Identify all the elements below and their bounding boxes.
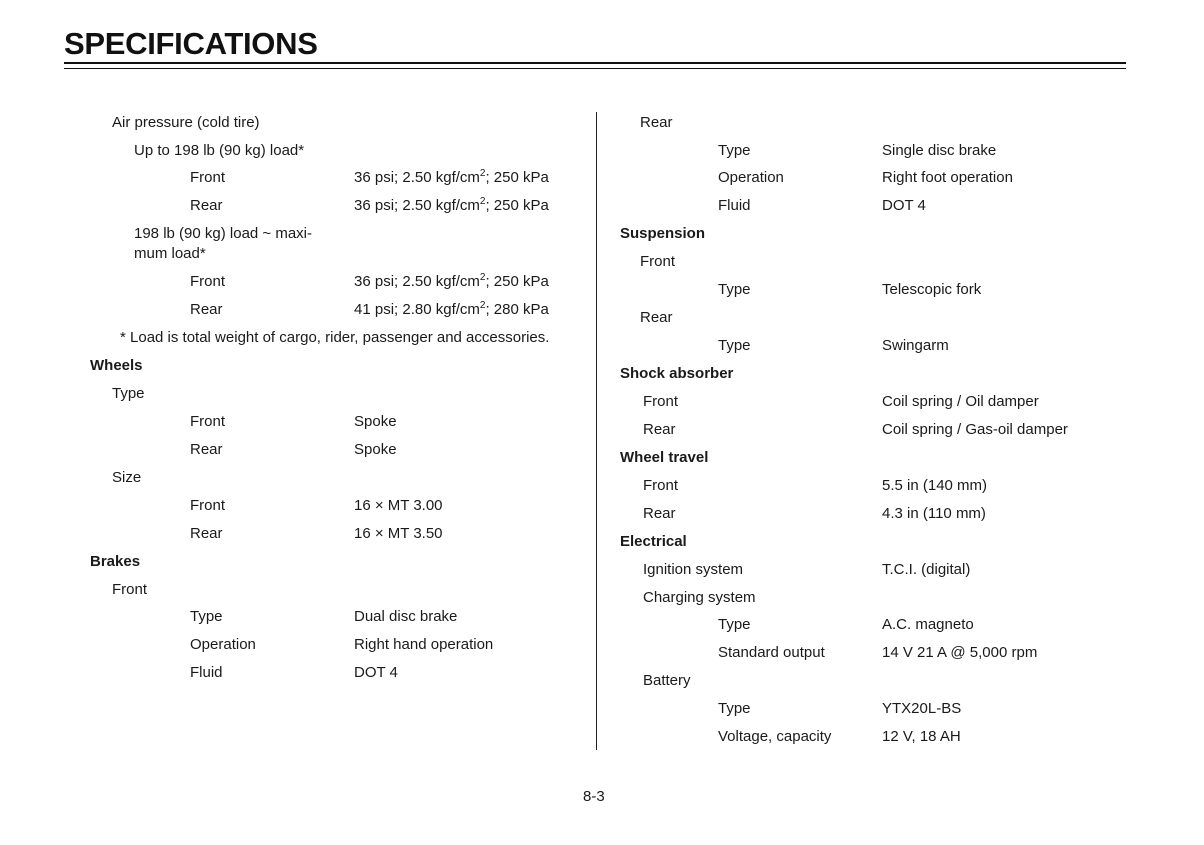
group1-front-label: Front — [190, 169, 226, 186]
header-rule-thick — [64, 62, 1126, 64]
wheels-type-rear-value: Spoke — [354, 441, 397, 458]
charging-type-label: Type — [718, 616, 751, 633]
wheels-size-rear-label: Rear — [190, 525, 223, 542]
wheel-travel-heading: Wheel travel — [620, 449, 709, 466]
page-title: SPECIFICATIONS — [64, 26, 318, 61]
page-number: 8-3 — [583, 788, 605, 805]
brakes-rear-fluid-label: Fluid — [718, 197, 751, 214]
brakes-rear-operation-label: Operation — [718, 169, 784, 186]
suspension-front-label: Front — [640, 253, 676, 270]
wheel-travel-front-label: Front — [643, 477, 679, 494]
brakes-heading: Brakes — [90, 553, 141, 570]
suspension-rear-type-value: Swingarm — [882, 337, 949, 354]
group2-front-label: Front — [190, 273, 226, 290]
brakes-rear-operation-value: Right foot operation — [882, 169, 1013, 186]
shock-rear-label: Rear — [643, 421, 676, 438]
wheels-type-rear-label: Rear — [190, 441, 223, 458]
brakes-rear-type-label: Type — [718, 142, 751, 159]
charging-system-label: Charging system — [643, 589, 756, 606]
brakes-front-operation-value: Right hand operation — [354, 636, 494, 653]
battery-label: Battery — [643, 672, 691, 689]
group2-rear-label: Rear — [190, 301, 223, 318]
group1-rear-label: Rear — [190, 197, 223, 214]
brakes-front-fluid-value: DOT 4 — [354, 664, 398, 681]
shock-front-value: Coil spring / Oil damper — [882, 393, 1039, 410]
load-note: * Load is total weight of cargo, rider, passenger and accessories. — [120, 329, 550, 346]
brakes-front-type-value: Dual disc brake — [354, 608, 458, 625]
air-pressure-heading: Air pressure (cold tire) — [112, 114, 260, 131]
voltage-capacity-value: 12 V, 18 AH — [882, 728, 961, 745]
ignition-system-label: Ignition system — [643, 561, 744, 578]
shock-absorber-heading: Shock absorber — [620, 365, 734, 382]
voltage-capacity-label: Voltage, capacity — [718, 728, 832, 745]
charging-type-value: A.C. magneto — [882, 616, 974, 633]
wheels-size-label: Size — [112, 469, 142, 486]
wheels-type-front-label: Front — [190, 413, 226, 430]
suspension-front-type-label: Type — [718, 281, 751, 298]
wheel-travel-rear-value: 4.3 in (110 mm) — [882, 505, 986, 522]
brakes-rear-fluid-value: DOT 4 — [882, 197, 926, 214]
suspension-rear-label: Rear — [640, 309, 673, 326]
suspension-front-type-value: Telescopic fork — [882, 281, 982, 298]
wheels-heading: Wheels — [90, 357, 143, 374]
group2-front-value: 36 psi; 2.50 kgf/$cm^2$; 250 kPa — [354, 272, 549, 290]
wheel-travel-rear-label: Rear — [643, 505, 676, 522]
brakes-front-label: Front — [112, 581, 148, 598]
group2-rear-value: 41 psi; 2.80 kgf/$cm^2$; 280 kPa — [354, 300, 549, 318]
shock-rear-value: Coil spring / Gas-oil damper — [882, 421, 1068, 438]
load-group1-label: Up to 198 lb (90 kg) load* — [134, 142, 305, 159]
battery-type-label: Type — [718, 700, 751, 717]
wheels-type-front-value: Spoke — [354, 413, 397, 430]
shock-front-label: Front — [643, 393, 679, 410]
brakes-front-operation-label: Operation — [190, 636, 256, 653]
brakes-front-type-label: Type — [190, 608, 223, 625]
wheels-size-front-label: Front — [190, 497, 226, 514]
column-divider — [596, 112, 597, 750]
battery-type-value: YTX20L-BS — [882, 700, 962, 717]
wheels-size-rear-value: 16 × MT 3.50 — [354, 525, 443, 542]
group1-rear-value: 36 psi; 2.50 kgf/$cm^2$; 250 kPa — [354, 196, 549, 214]
wheels-size-front-value: 16 × MT 3.00 — [354, 497, 443, 514]
standard-output-value: 14 V 21 A @ 5,000 rpm — [882, 644, 1038, 661]
group1-front-value: 36 psi; 2.50 kgf/$cm^2$; 250 kPa — [354, 168, 549, 186]
electrical-heading: Electrical — [620, 533, 687, 550]
standard-output-label: Standard output — [718, 644, 825, 661]
header-rule-thin — [64, 68, 1126, 69]
suspension-heading: Suspension — [620, 225, 706, 242]
wheel-travel-front-value: 5.5 in (140 mm) — [882, 477, 988, 494]
brakes-rear-label: Rear — [640, 114, 673, 131]
load-group2-label-line1: 198 lb (90 kg) load ~ maxi- — [134, 225, 313, 242]
suspension-rear-type-label: Type — [718, 337, 751, 354]
brakes-front-fluid-label: Fluid — [190, 664, 223, 681]
ignition-system-value: T.C.I. (digital) — [882, 561, 971, 578]
load-group2-label-line2: mum load* — [134, 245, 206, 262]
wheels-type-label: Type — [112, 385, 145, 402]
brakes-rear-type-value: Single disc brake — [882, 142, 997, 159]
